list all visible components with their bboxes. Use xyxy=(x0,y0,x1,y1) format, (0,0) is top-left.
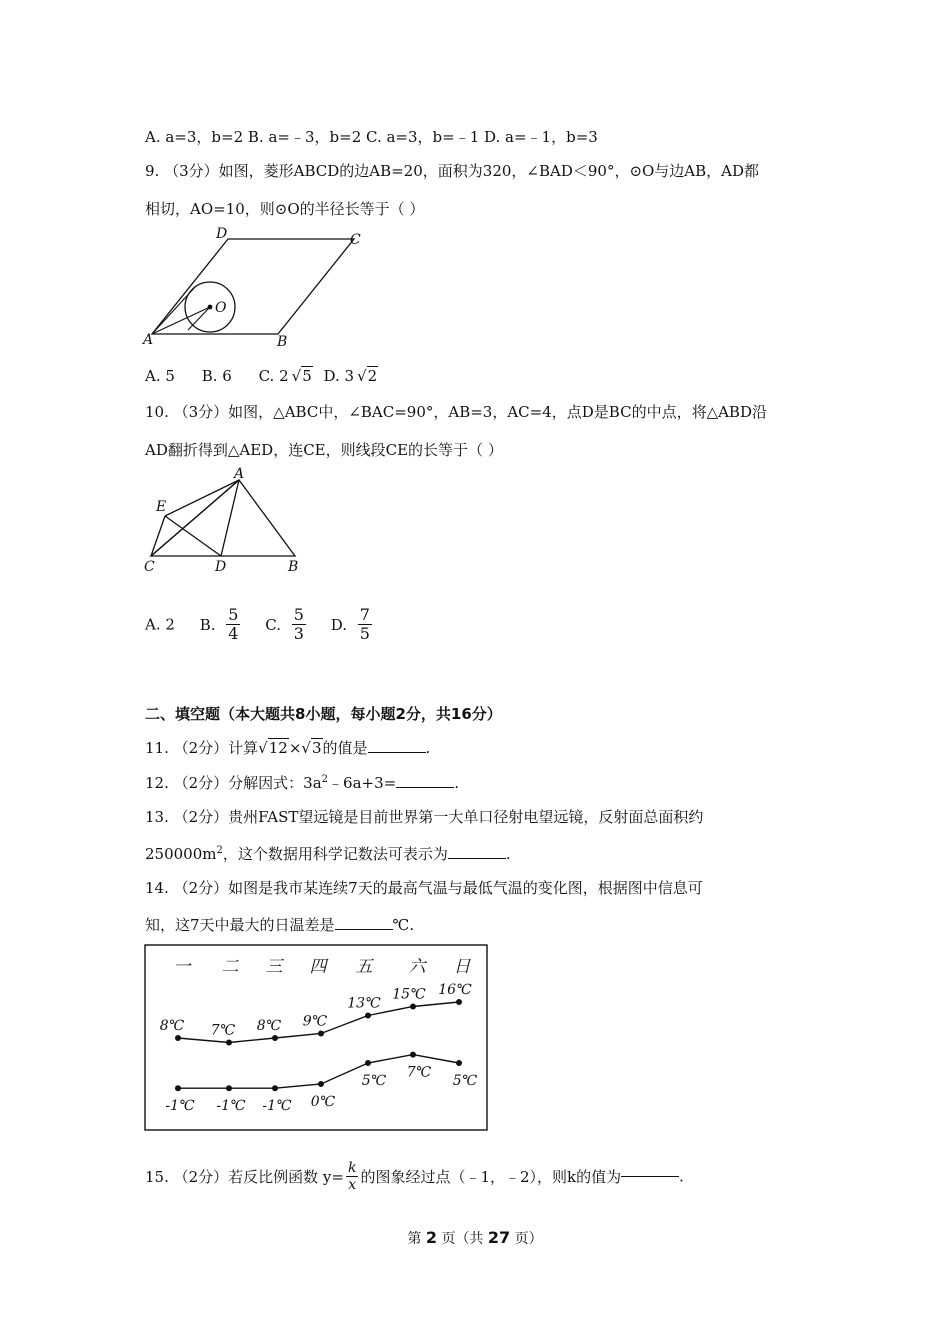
low-temp-point xyxy=(175,1085,181,1091)
low-temp-label: 0℃ xyxy=(310,1094,336,1110)
high-temp-point xyxy=(272,1035,278,1041)
q12-exponent: 2 xyxy=(321,774,329,785)
q13-text-line2 xyxy=(145,843,511,864)
q10-label-e: E xyxy=(156,499,167,515)
q11-end: . xyxy=(425,739,431,757)
q10-option-c-label: C. xyxy=(265,615,281,634)
q10-options xyxy=(145,606,378,643)
section-heading: 二、填空题（本大题共8小题，每小题2分，共16分） xyxy=(145,705,502,723)
chart-day-label: 二 xyxy=(221,957,239,977)
q14-text-line2 xyxy=(145,914,414,935)
low-temp-point xyxy=(272,1085,278,1091)
low-temp-label: -1℃ xyxy=(216,1098,246,1115)
q9-option-a: A. 5 xyxy=(145,367,175,385)
answer-blank xyxy=(368,752,426,753)
q10-option-d-denominator: 5 xyxy=(359,624,370,643)
q12-end: . xyxy=(454,774,459,792)
q9-options xyxy=(145,367,378,385)
q10-option-b-numerator: 5 xyxy=(228,605,239,624)
q11-times: × xyxy=(288,739,302,757)
answer-blank xyxy=(335,929,393,930)
q10-label-b: B xyxy=(288,559,299,575)
q15 xyxy=(145,1160,684,1193)
footer-total-pages: 27 xyxy=(487,1228,511,1247)
q9-label-d: D xyxy=(216,226,228,242)
q13-number: 250000m xyxy=(145,845,217,863)
low-temp-label: -1℃ xyxy=(262,1098,292,1115)
low-temp-label: 7℃ xyxy=(406,1064,432,1081)
q10-option-b-label: B. xyxy=(199,615,216,634)
high-temp-point xyxy=(175,1035,181,1041)
q10-option-c-fraction xyxy=(292,606,306,643)
q10-text-line1: 10. （3分）如图，△ABC中，∠BAC=90°，AB=3，AC=4，点D是BC的中点，将△ABD沿 xyxy=(145,403,767,421)
q10-triangle-figure xyxy=(140,466,320,578)
footer-middle: 页（共 xyxy=(441,1231,484,1247)
high-temp-label: 9℃ xyxy=(302,1013,328,1030)
footer-prefix: 第 xyxy=(407,1231,422,1247)
q15-suffix: 的图象经过点（﹣1，﹣2），则k的值为 xyxy=(360,1168,622,1186)
footer-page-number: 2 xyxy=(425,1228,437,1247)
high-temp-label: 15℃ xyxy=(392,986,426,1003)
footer-suffix: 页） xyxy=(514,1231,543,1247)
low-temp-point xyxy=(410,1052,416,1058)
answer-blank xyxy=(448,858,506,859)
chart-day-label: 日 xyxy=(453,957,471,977)
q13-end: . xyxy=(505,845,511,863)
q14-text-line1: 14. （2分）如图是我市某连续7天的最高气温与最低气温的变化图，根据图中信息可 xyxy=(145,879,703,897)
q9-option-b: B. 6 xyxy=(201,367,232,385)
q9-rhombus-figure xyxy=(140,222,380,352)
q9-label-c: C xyxy=(350,232,361,248)
low-temp-point xyxy=(365,1060,371,1066)
q10-label-c: C xyxy=(144,559,155,575)
answer-blank xyxy=(396,787,454,788)
high-temp-point xyxy=(410,1004,416,1010)
high-temp-label: 7℃ xyxy=(210,1022,236,1039)
q11-radicand-2: 3 xyxy=(311,739,322,757)
q9-option-d xyxy=(324,367,379,385)
q9-label-a: A xyxy=(143,332,154,348)
low-temp-label: 5℃ xyxy=(452,1073,478,1089)
chart-day-label: 三 xyxy=(265,957,283,977)
high-temp-point xyxy=(318,1031,324,1037)
q12 xyxy=(145,772,459,793)
low-temp-point xyxy=(226,1085,232,1091)
q10-label-a: A xyxy=(234,466,245,482)
high-temp-point xyxy=(456,999,462,1005)
q10-option-d-numerator: 7 xyxy=(359,605,370,624)
q9-text-line1: 9. （3分）如图，菱形ABCD的边AB=20，面积为320，∠BAD＜90°，⊙O与边AB，AD都 xyxy=(145,162,760,180)
high-temp-label: 8℃ xyxy=(256,1018,282,1034)
answer-blank xyxy=(621,1176,679,1177)
q12-suffix: ﹣6a+3= xyxy=(328,774,397,792)
low-temp-label: -1℃ xyxy=(165,1098,195,1115)
q13-suffix: ，这个数据用科学记数法可表示为 xyxy=(222,845,448,863)
q11-suffix: 的值是 xyxy=(322,739,368,757)
q13-text-line1: 13. （2分）贵州FAST望远镜是目前世界第一大单口径射电望远镜，反射面总面积约 xyxy=(145,808,704,826)
low-temp-point xyxy=(456,1060,462,1066)
q11 xyxy=(145,737,430,758)
sqrt-icon: √ xyxy=(357,367,367,385)
high-temp-point xyxy=(226,1040,232,1046)
q13-exponent: 2 xyxy=(216,845,223,856)
chart-day-label: 四 xyxy=(309,957,327,977)
q14-suffix: ℃. xyxy=(392,916,415,934)
chart-day-label: 五 xyxy=(355,957,373,977)
low-temp-point xyxy=(318,1081,324,1087)
q9-option-c xyxy=(259,367,313,385)
q14-prefix: 知，这7天中最大的日温差是 xyxy=(145,916,335,934)
q15-prefix: 15. （2分）若反比例函数 y= xyxy=(145,1168,344,1186)
q15-denominator: x xyxy=(348,1177,357,1193)
q9-option-d-radicand: 2 xyxy=(367,367,378,385)
q10-option-b-denominator: 4 xyxy=(228,624,239,643)
q8-options: A. a=3，b=2 B. a=﹣3，b=2 C. a=3，b=﹣1 D. a=﹣1，b=3 xyxy=(145,128,598,146)
high-temp-point xyxy=(365,1013,371,1019)
temperature-chart xyxy=(144,944,489,1132)
q15-end: . xyxy=(679,1167,684,1186)
sqrt-icon: √ xyxy=(258,739,268,757)
q9-text-line2: 相切，AO=10，则⊙O的半径长等于（ ） xyxy=(145,200,425,218)
chart-day-label: 六 xyxy=(408,957,426,977)
q9-label-o: O xyxy=(215,300,227,316)
q9-option-d-coef: D. 3 xyxy=(323,367,355,385)
q15-fraction xyxy=(346,1160,358,1193)
q15-numerator: k xyxy=(347,1160,357,1176)
q9-option-c-coef: C. 2 xyxy=(258,367,289,385)
q10-label-d: D xyxy=(215,559,227,575)
q10-option-c-denominator: 3 xyxy=(293,624,304,643)
high-temp-label: 8℃ xyxy=(159,1018,185,1034)
q11-prefix: 11. （2分）计算 xyxy=(145,739,259,757)
q11-radicand-1: 12 xyxy=(268,739,288,757)
chart-day-label: 一 xyxy=(173,957,191,977)
q10-option-a: A. 2 xyxy=(145,615,175,634)
q10-text-line2: AD翻折得到△AED，连CE，则线段CE的长等于（ ） xyxy=(145,441,503,459)
sqrt-icon: √ xyxy=(291,367,302,385)
sqrt-icon: √ xyxy=(301,739,311,757)
q10-option-b-fraction xyxy=(226,606,240,643)
q9-label-b: B xyxy=(277,334,288,350)
low-temp-label: 5℃ xyxy=(361,1073,387,1089)
q9-option-c-radicand: 5 xyxy=(302,367,312,385)
high-temp-label: 13℃ xyxy=(347,995,381,1012)
q10-option-d-fraction xyxy=(358,606,372,643)
page-footer xyxy=(0,1228,950,1248)
q10-option-d-label: D. xyxy=(330,615,347,634)
q10-option-c-numerator: 5 xyxy=(293,605,304,624)
high-temp-label: 16℃ xyxy=(438,982,472,998)
q12-prefix: 12. （2分）分解因式：3a xyxy=(145,774,322,792)
